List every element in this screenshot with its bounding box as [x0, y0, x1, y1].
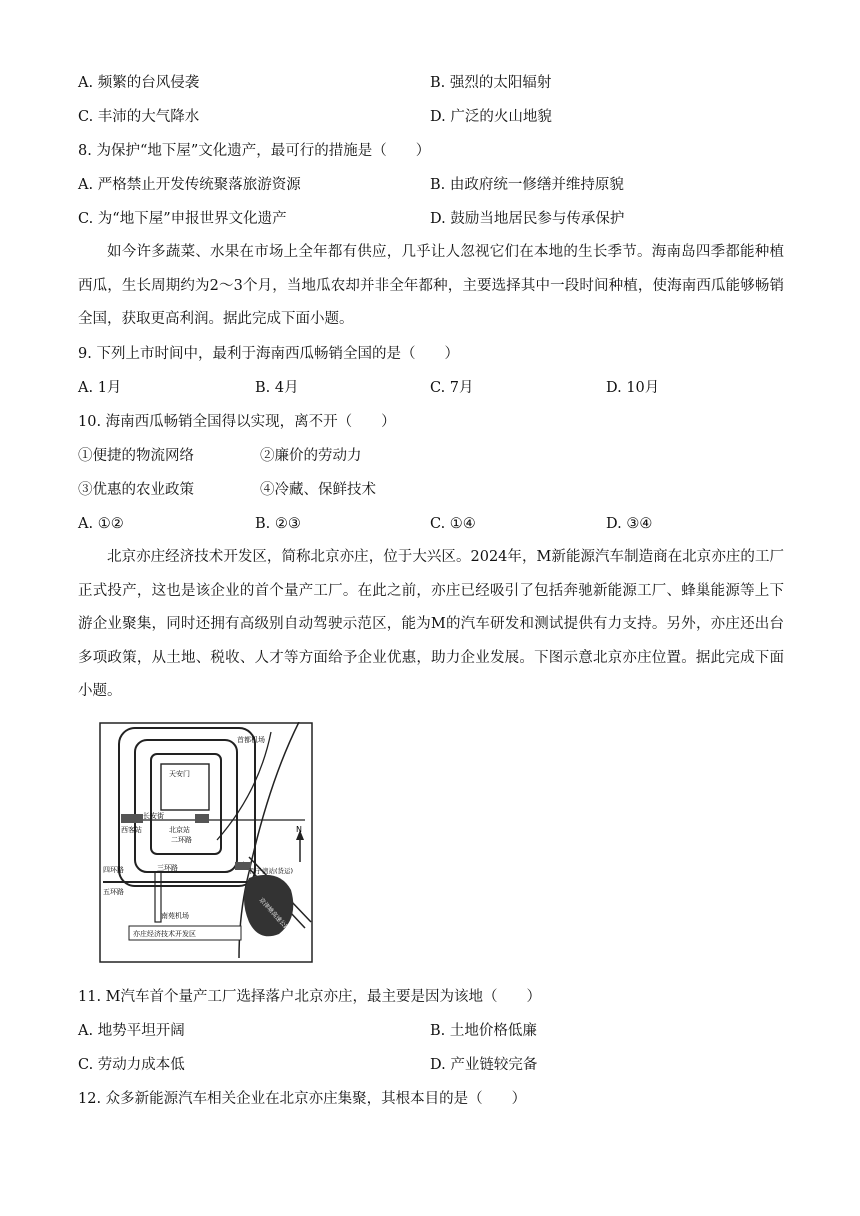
expressway-label: 京津塘高速公路: [257, 896, 291, 933]
yizhuang-location-map: [99, 722, 314, 964]
ring2-label: 二环路: [171, 836, 192, 844]
tiananmen-label: 天安门: [169, 770, 190, 778]
q8-option-c: C. 为“地下屋”申报世界文化遗产: [78, 211, 287, 227]
q10-option-d: D. ③④: [606, 516, 653, 532]
baiziwan-label: 百子湾站(货运): [249, 867, 294, 875]
passage-yizhuang: [78, 541, 784, 709]
q11-option-a: A. 地势平坦开阔: [78, 1023, 185, 1039]
q10-option-a: A. ①②: [78, 516, 124, 532]
q9-option-a: A. 1月: [78, 380, 122, 396]
beijing-station-label: 北京站: [169, 826, 190, 834]
yizhuang-label: 亦庄经济技术开发区: [133, 930, 196, 938]
q12-stem: 12. 众多新能源汽车相关企业在北京亦庄集聚，其根本目的是（ ）: [78, 1091, 527, 1107]
q10-option-b: B. ②③: [255, 516, 301, 532]
nanyuan-label: 南苑机场: [161, 912, 189, 920]
q8-option-d: D. 鼓励当地居民参与传承保护: [430, 211, 625, 227]
q9-option-d: D. 10月: [606, 380, 660, 396]
passage-watermelon-text: 如今许多蔬菜、水果在市场上全年都有供应，几乎让人忽视它们在本地的生长季节。海南岛四季都能种植西瓜，生长周期约为2～3个月，当地瓜农却并非全年都种，主要选择其中一段时间种植，使海南西瓜能够畅销全国，获取更高利润。据此完成下面小题。: [78, 244, 784, 327]
q7-option-d: D. 广泛的火山地貌: [430, 109, 552, 125]
q8-option-b: B. 由政府统一修缮并维持原貌: [430, 177, 624, 193]
q11-stem: 11. M汽车首个量产工厂选择落户北京亦庄，最主要是因为该地（ ）: [78, 989, 542, 1005]
q7-option-a: A. 频繁的台风侵袭: [78, 75, 200, 91]
q9-option-c: C. 7月: [430, 380, 474, 396]
q11-option-d: D. 产业链较完备: [430, 1057, 538, 1073]
west-station-mark: [121, 814, 143, 823]
q10-statement-2: ②廉价的劳动力: [260, 448, 362, 464]
beijing-station-mark: [195, 814, 209, 823]
ring4-label: 四环路: [103, 866, 124, 874]
passage-yizhuang-text: 北京亦庄经济技术开发区，简称北京亦庄，位于大兴区。2024年，M新能源汽车制造商在北京亦庄的工厂正式投产，这也是该企业的首个量产工厂。在此之前，亦庄已经吸引了包括奔驰新能源工厂、蜂巢能源等上下游企业聚集，同时还拥有高级别自动驾驶示范区，能为M的汽车研发和测试提供有力支持。另外，亦庄还出台多项政策，从土地、税收、人才等方面给予企业优惠，助力企业发展。下图示意北京亦庄位置。据此完成下面小题。: [78, 549, 784, 699]
q10-statement-1: ①便捷的物流网络: [78, 448, 194, 464]
passage-watermelon: [78, 236, 784, 337]
q9-stem: 9. 下列上市时间中，最利于海南西瓜畅销全国的是（ ）: [78, 346, 459, 362]
changanjie-label: 长安街: [143, 812, 164, 820]
north-label: N: [296, 825, 302, 834]
capital-airport-label: 首都机场: [237, 736, 265, 744]
q10-stem: 10. 海南西瓜畅销全国得以实现，离不开（ ）: [78, 414, 396, 430]
west-station-label: 西客站: [121, 826, 142, 834]
q10-option-c: C. ①④: [430, 516, 476, 532]
ring3-label: 三环路: [157, 864, 178, 872]
q9-option-b: B. 4月: [255, 380, 299, 396]
q11-option-c: C. 劳动力成本低: [78, 1057, 185, 1073]
ring5-label: 五环路: [103, 888, 124, 896]
q8-option-a: A. 严格禁止开发传统聚落旅游资源: [78, 177, 301, 193]
q7-option-c: C. 丰沛的大气降水: [78, 109, 200, 125]
q11-option-b: B. 土地价格低廉: [430, 1023, 537, 1039]
q10-statement-3: ③优惠的农业政策: [78, 482, 194, 498]
q10-statement-4: ④冷藏、保鲜技术: [260, 482, 376, 498]
q8-stem: 8. 为保护“地下屋”文化遗产，最可行的措施是（ ）: [78, 143, 431, 159]
q7-option-b: B. 强烈的太阳辐射: [430, 75, 552, 91]
